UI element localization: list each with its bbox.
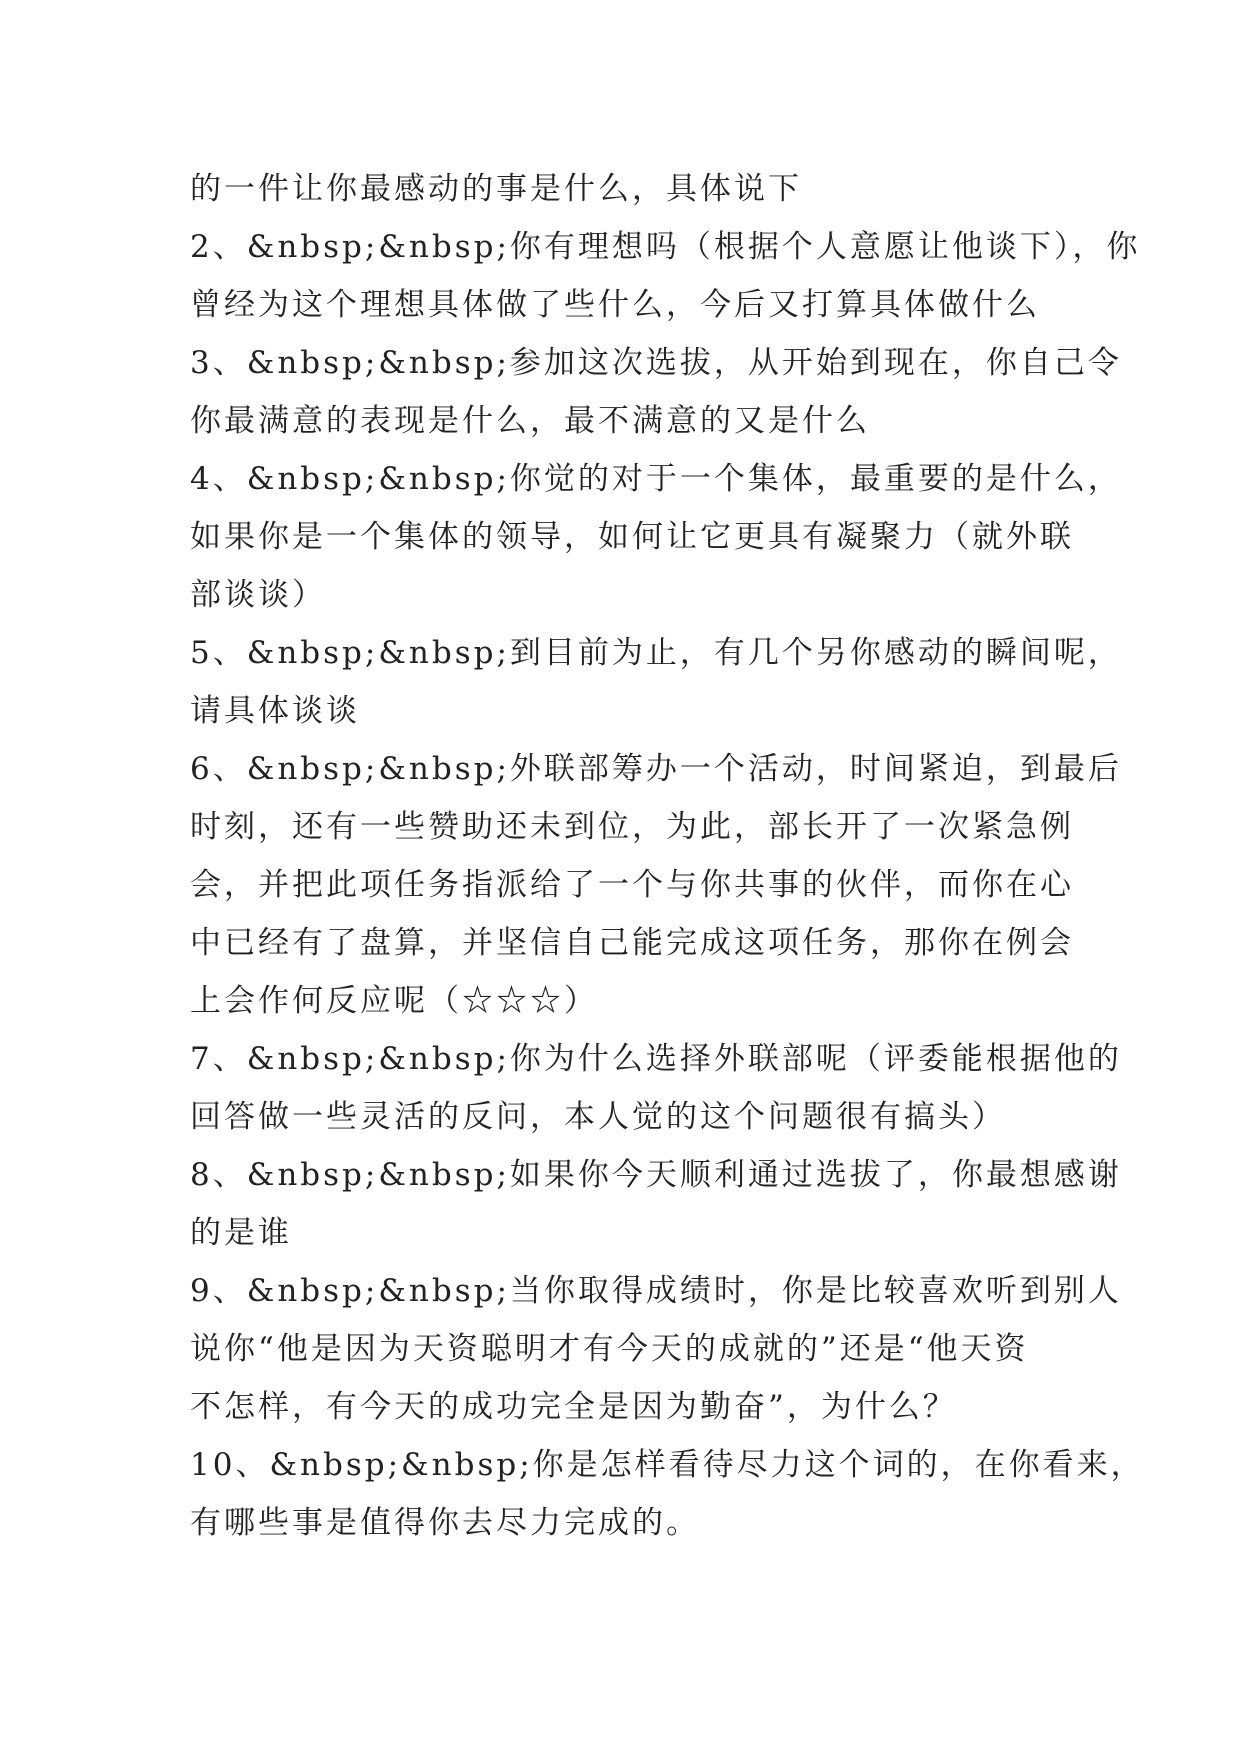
text-line: 3、&nbsp;&nbsp;参加这次选拔，从开始到现在，你自己令 [190, 345, 1122, 381]
text-line: 8、&nbsp;&nbsp;如果你今天顺利通过选拔了，你最想感谢 [190, 1157, 1122, 1193]
text-line: 上会作何反应呢（☆☆☆） [190, 983, 598, 1019]
text-line: 中已经有了盘算，并坚信自己能完成这项任务，那你在例会 [190, 925, 1074, 961]
text-line: 2、&nbsp;&nbsp;你有理想吗（根据个人意愿让他谈下），你 [190, 229, 1141, 265]
text-line: 的一件让你最感动的事是什么，具体说下 [190, 171, 802, 207]
text-line: 4、&nbsp;&nbsp;你觉的对于一个集体，最重要的是什么， [190, 461, 1122, 497]
text-line: 9、&nbsp;&nbsp;当你取得成绩时，你是比较喜欢听到别人 [190, 1273, 1122, 1309]
text-line: 有哪些事是值得你去尽力完成的。 [190, 1505, 700, 1541]
text-line: 5、&nbsp;&nbsp;到目前为止，有几个另你感动的瞬间呢， [190, 635, 1122, 671]
text-line: 的是谁 [190, 1215, 292, 1251]
text-line: 时刻，还有一些赞助还未到位，为此，部长开了一次紧急例 [190, 809, 1074, 845]
text-line: 部谈谈） [190, 577, 326, 613]
text-line: 请具体谈谈 [190, 693, 360, 729]
text-line: 曾经为这个理想具体做了些什么，今后又打算具体做什么 [190, 287, 1040, 323]
text-line: 你最满意的表现是什么，最不满意的又是什么 [190, 403, 870, 439]
document-body [190, 160, 1145, 1552]
text-line: 10、&nbsp;&nbsp;你是怎样看待尽力这个词的，在你看来， [190, 1447, 1145, 1483]
text-line: 如果你是一个集体的领导，如何让它更具有凝聚力（就外联 [190, 519, 1074, 555]
text-line: 不怎样，有今天的成功完全是因为勤奋”，为什么？ [190, 1389, 957, 1425]
text-line: 会，并把此项任务指派给了一个与你共事的伙伴，而你在心 [190, 867, 1074, 903]
text-line: 7、&nbsp;&nbsp;你为什么选择外联部呢（评委能根据他的 [190, 1041, 1122, 1077]
text-line: 回答做一些灵活的反问，本人觉的这个问题很有搞头） [190, 1099, 1006, 1135]
text-line: 6、&nbsp;&nbsp;外联部筹办一个活动，时间紧迫，到最后 [190, 751, 1122, 787]
text-line: 说你“他是因为天资聪明才有今天的成就的”还是“他天资 [190, 1331, 1029, 1367]
